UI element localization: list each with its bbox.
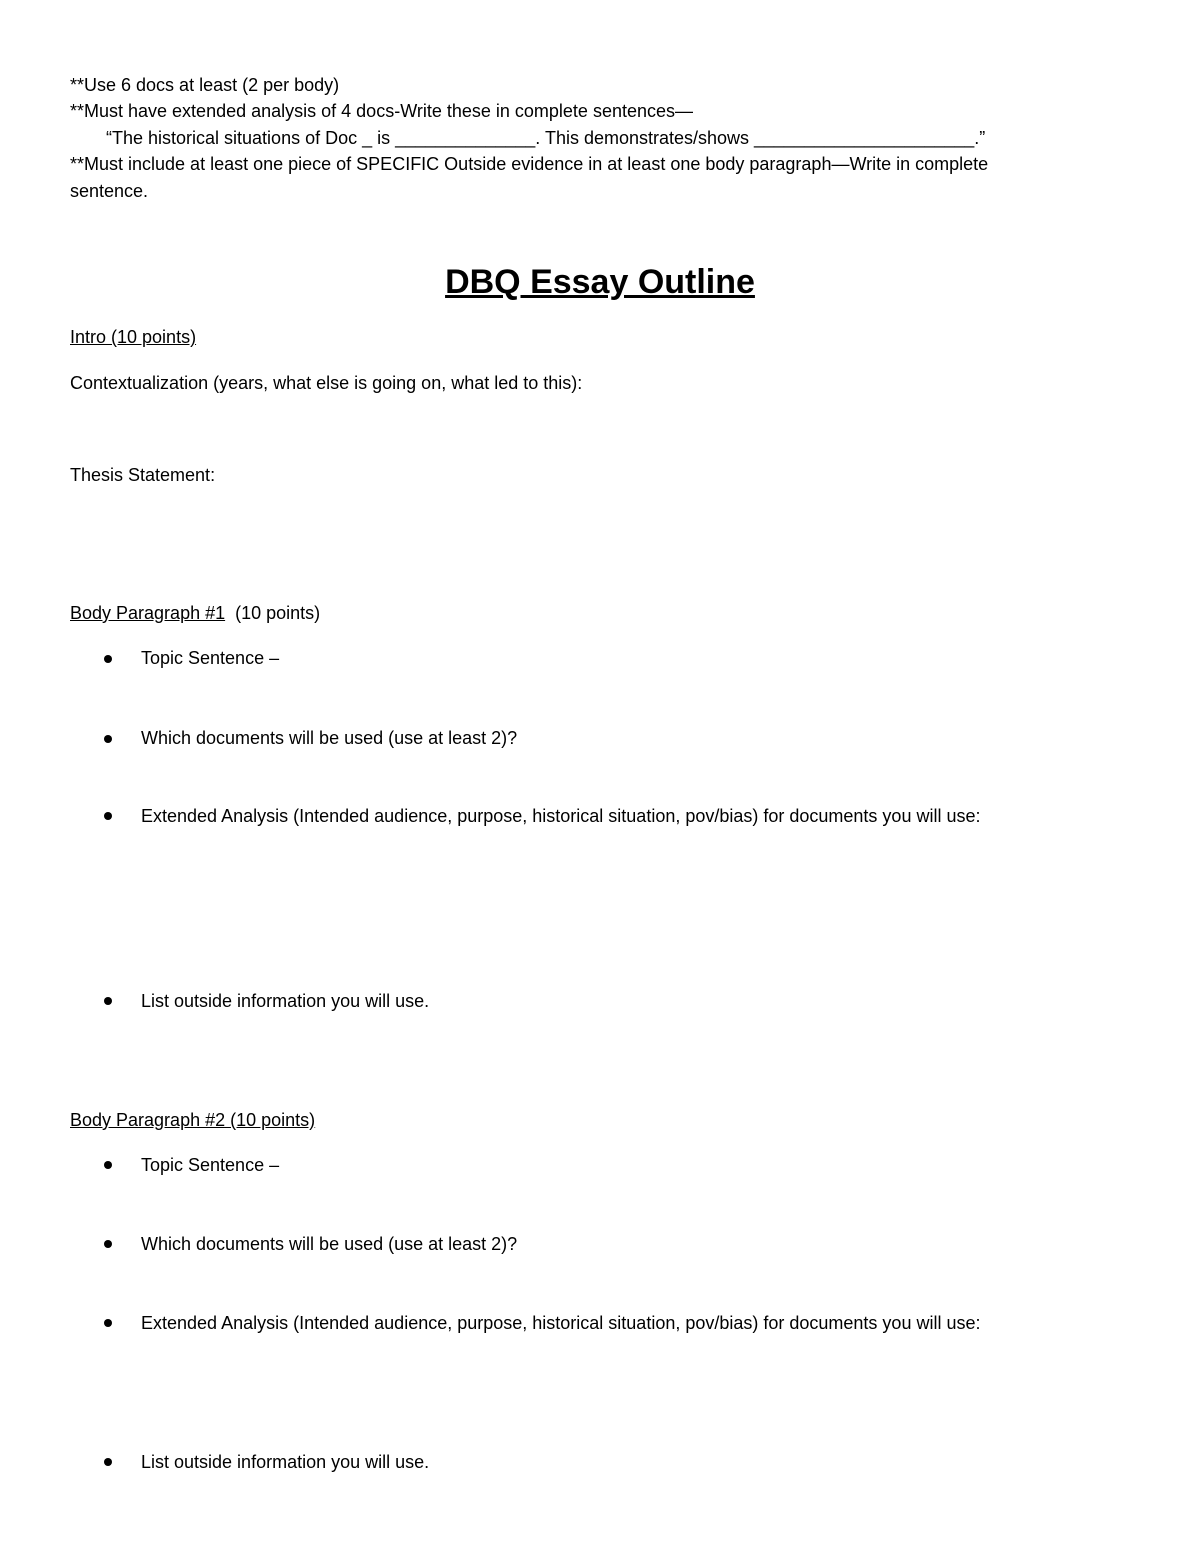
note-sentence-template: “The historical situations of Doc _ is ______________. This demonstrates/shows ______________________.” (106, 128, 986, 148)
bullet-icon (104, 735, 112, 743)
body1-heading (70, 602, 320, 624)
thesis-label: Thesis Statement: (70, 465, 216, 485)
note-outside-evidence-cont: sentence. (70, 181, 149, 201)
bullet-icon (104, 1458, 112, 1466)
note-outside-evidence: **Must include at least one piece of SPECIFIC Outside evidence in at least one body paragraph—Write in complete (70, 154, 989, 174)
body2-extended-analysis: Extended Analysis (Intended audience, purpose, historical situation, pov/bias) for documents you will use: (141, 1313, 981, 1333)
body1-heading-text: Body Paragraph #1 (70, 603, 226, 623)
body1-points: (10 points) (235, 603, 321, 623)
page-title (0, 262, 1200, 302)
body2-heading: Body Paragraph #2 (10 points) (70, 1110, 316, 1130)
body2-documents: Which documents will be used (use at least 2)? (141, 1234, 518, 1254)
intro-heading: Intro (10 points) (70, 327, 197, 347)
bullet-icon (104, 1240, 112, 1248)
body1-outside-info: List outside information you will use. (141, 991, 430, 1011)
bullet-icon (104, 812, 112, 820)
body1-topic-sentence: Topic Sentence – (141, 648, 280, 668)
note-use-docs: **Use 6 docs at least (2 per body) (70, 75, 340, 95)
page-title-text: DBQ Essay Outline (445, 263, 755, 301)
body2-outside-info: List outside information you will use. (141, 1452, 430, 1472)
bullet-icon (104, 997, 112, 1005)
body2-topic-sentence: Topic Sentence – (141, 1155, 280, 1175)
body1-documents: Which documents will be used (use at least 2)? (141, 728, 518, 748)
bullet-icon (104, 655, 112, 663)
bullet-icon (104, 1319, 112, 1327)
bullet-icon (104, 1161, 112, 1169)
note-extended-analysis: **Must have extended analysis of 4 docs-Write these in complete sentences— (70, 101, 693, 121)
contextualization-label: Contextualization (years, what else is going on, what led to this): (70, 373, 583, 393)
body1-extended-analysis: Extended Analysis (Intended audience, purpose, historical situation, pov/bias) for documents you will use: (141, 806, 981, 826)
